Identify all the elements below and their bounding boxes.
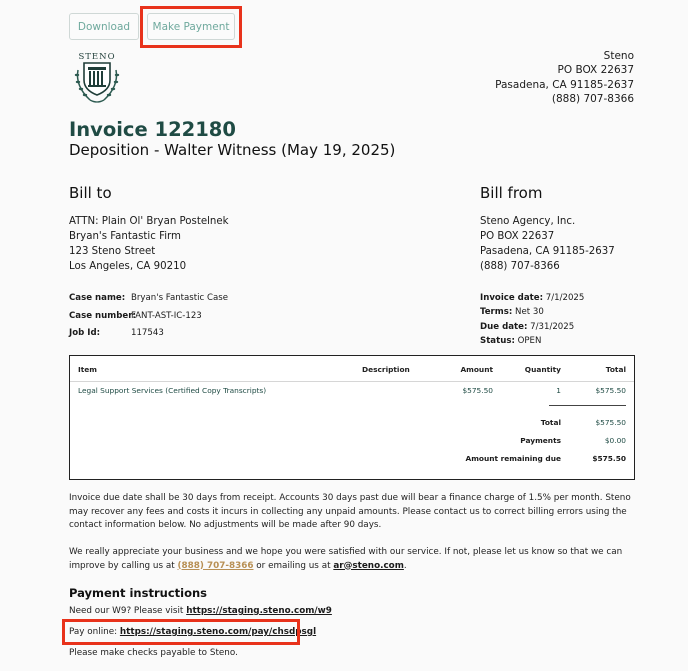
- status-value: OPEN: [517, 335, 542, 346]
- checks-line: Please make checks payable to Steno.: [69, 648, 238, 658]
- col-header-total: Total: [605, 365, 626, 374]
- bill-from-line: Pasadena, CA 91185-2637: [480, 246, 615, 257]
- row-quantity: 1: [556, 386, 561, 395]
- company-name: Steno: [603, 50, 634, 62]
- col-header-amount: Amount: [460, 365, 493, 374]
- bill-from-line: PO BOX 22637: [480, 231, 555, 242]
- company-po-box: PO BOX 22637: [557, 64, 634, 77]
- phone-link[interactable]: (888) 707-8366: [177, 560, 254, 571]
- subtotal-divider: [549, 405, 626, 406]
- job-id-value: 117543: [131, 328, 164, 338]
- case-number-value: FANT-AST-IC-123: [131, 310, 202, 321]
- company-phone: (888) 707-8366: [551, 92, 634, 105]
- steno-crest-logo: [72, 50, 122, 106]
- w9-link[interactable]: https://staging.steno.com/w9: [186, 606, 332, 616]
- total-label: Total: [540, 418, 561, 427]
- row-amount: $575.50: [462, 386, 493, 395]
- header-divider: [70, 381, 634, 382]
- pay-online-prefix: Pay online:: [69, 627, 120, 637]
- due-date-label: Due date:: [480, 321, 528, 332]
- total-value: $575.50: [595, 418, 626, 427]
- invoice-subtitle: Deposition - Walter Witness (May 19, 2025): [69, 141, 396, 159]
- email-link[interactable]: ar@steno.com: [333, 560, 404, 571]
- case-name-label: Case name:: [69, 293, 126, 303]
- invoice-title: Invoice 122180: [69, 118, 236, 141]
- bill-to-line: Los Angeles, CA 90210: [69, 261, 187, 272]
- case-meta-labels: [69, 290, 136, 343]
- thanks-paragraph: [69, 546, 635, 573]
- thanks-text-mid: or emailing us at: [253, 560, 334, 571]
- job-id-label: Job Id:: [69, 328, 101, 338]
- row-total: $575.50: [595, 386, 626, 395]
- pay-online-link[interactable]: https://staging.steno.com/pay/chsdpsgl: [119, 627, 317, 637]
- invoice-meta: [480, 291, 584, 348]
- remaining-label: Amount remaining due: [465, 454, 561, 463]
- terms-paragraph: Invoice due date shall be 30 days from receipt. Accounts 30 days past due will bear a finance charge of 1.5% per month. Steno may recover any fees and costs it incurs in collecting any unpaid amounts. Please contact us to correct billing errors using the contact information below. No adjustments will be made after 90 days.: [69, 493, 631, 530]
- company-address: [495, 49, 634, 106]
- case-meta-values: [131, 290, 228, 343]
- col-header-item: Item: [78, 365, 97, 374]
- thanks-text: We really appreciate your business and we hope you were satisfied with our service. If not, please let us know so that we can improve by calling us at: [69, 547, 623, 571]
- invoice-date-value: 7/1/2025: [545, 293, 585, 303]
- case-number-label: Case number:: [69, 310, 136, 321]
- row-item: Legal Support Services (Certified Copy Transcripts): [78, 386, 267, 395]
- status-label: Status:: [480, 335, 515, 346]
- payment-instructions-heading: Payment instructions: [69, 586, 208, 600]
- logo-text: STENO: [78, 52, 116, 62]
- highlight-make-payment: [140, 6, 242, 48]
- terms-label: Terms:: [480, 307, 513, 318]
- remaining-value: $575.50: [592, 454, 626, 463]
- w9-prefix: Need our W9? Please visit: [69, 606, 187, 616]
- bill-to-line: ATTN: Plain Ol' Bryan Postelnek: [69, 216, 229, 227]
- bill-to-heading: Bill to: [69, 184, 112, 202]
- terms-value: Net 30: [515, 307, 544, 318]
- w9-line: [69, 606, 332, 616]
- bill-from-line: Steno Agency, Inc.: [480, 216, 576, 227]
- company-city: Pasadena, CA 91185-2637: [495, 78, 634, 91]
- highlight-pay-online: [62, 619, 300, 645]
- bill-to-line: 123 Steno Street: [69, 246, 156, 257]
- col-header-quantity: Quantity: [524, 365, 561, 374]
- payments-value: $0.00: [604, 436, 626, 445]
- bill-from-heading: Bill from: [480, 184, 543, 202]
- bill-from-line: (888) 707-8366: [480, 261, 560, 272]
- col-header-description: Description: [362, 365, 410, 374]
- bill-to-line: Bryan's Fantastic Firm: [69, 231, 181, 242]
- case-name-value: Bryan's Fantastic Case: [131, 293, 229, 303]
- make-payment-button[interactable]: Make Payment: [147, 13, 235, 40]
- bill-from-address: [480, 214, 615, 274]
- download-button[interactable]: Download: [69, 13, 139, 40]
- bill-to-address: [69, 214, 229, 274]
- line-items-table: [69, 355, 635, 480]
- payments-label: Payments: [520, 436, 561, 445]
- due-date-value: 7/31/2025: [530, 321, 575, 332]
- thanks-text-end: .: [403, 560, 407, 571]
- invoice-date-label: Invoice date:: [480, 293, 544, 303]
